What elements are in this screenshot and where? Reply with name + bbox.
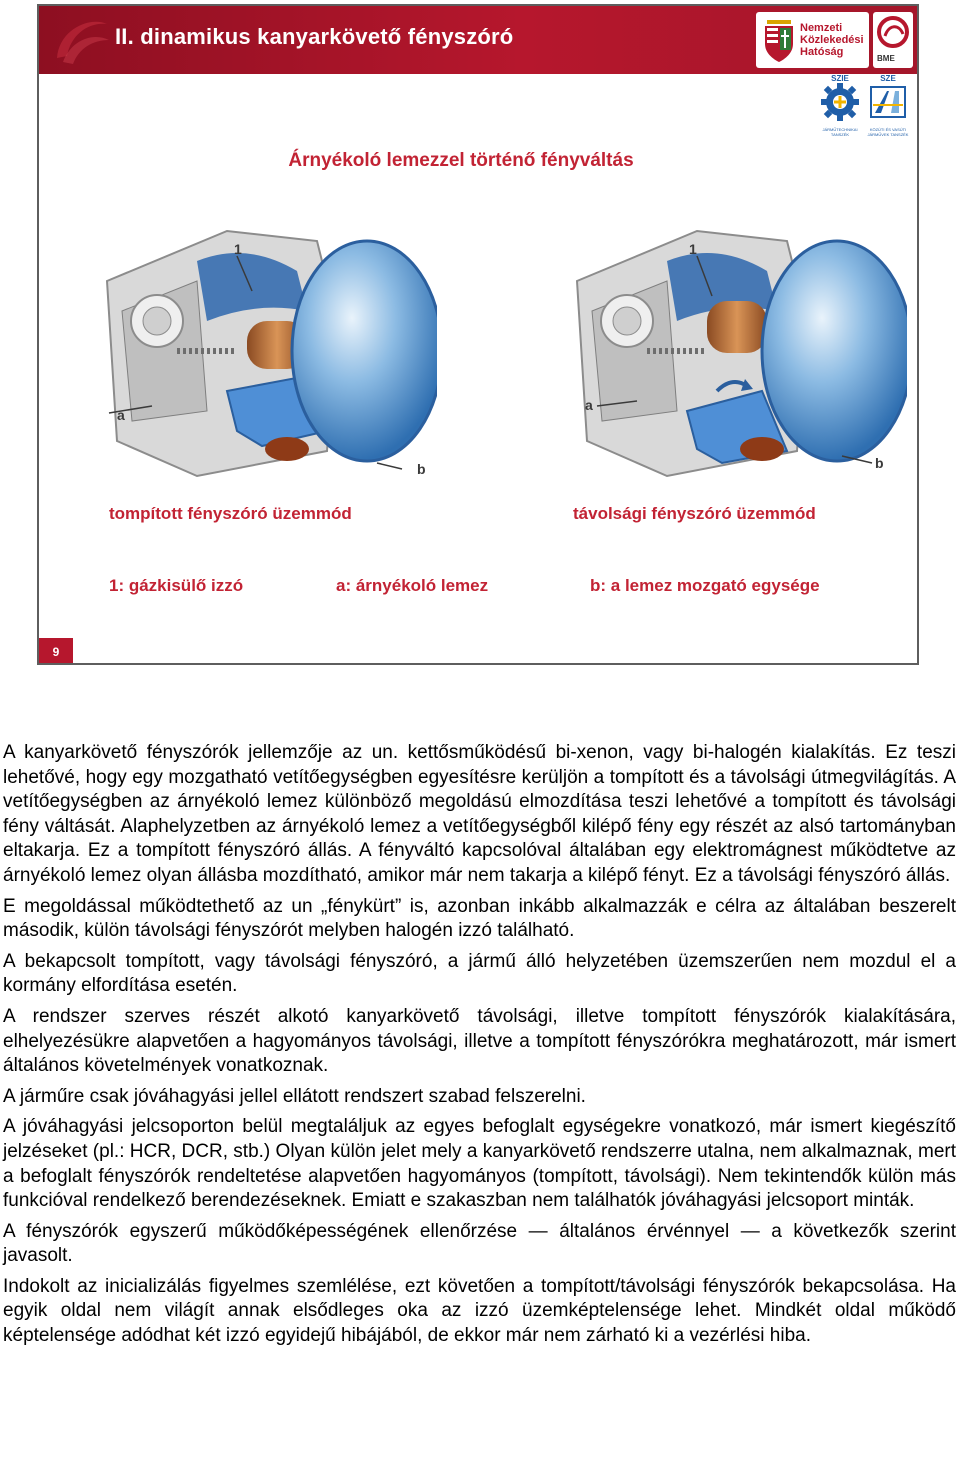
- callout-1-low: 1: [234, 241, 242, 257]
- high-beam-mode-caption: távolsági fényszóró üzemmód: [573, 504, 816, 523]
- szie-left-subtext: JÁRMŰTECHNIKAI TANSZÉK: [822, 127, 858, 137]
- szie-left-label: SZIE: [831, 74, 849, 83]
- szie-logo-left: [817, 74, 863, 138]
- hungarian-coat-of-arms-icon: [759, 14, 799, 66]
- callout-a-high: a: [585, 397, 593, 413]
- legend-item-a: a: árnyékoló lemez: [336, 576, 489, 595]
- embedded-slide: [37, 4, 919, 665]
- callout-b-low: b: [417, 461, 426, 477]
- slide-page-number: 9: [39, 638, 73, 665]
- legend-item-b: b: a lemez mozgató egysége: [590, 576, 820, 595]
- low-beam-mode-caption: tompított fényszóró üzemmód: [109, 504, 352, 523]
- bme-logo: [873, 12, 913, 68]
- paragraph: A bekapcsolt tompított, vagy távolsági fényszóró, a jármű álló helyzetében üzemszerűen nem mozdul el a kormány elfordítása esetén.: [3, 950, 956, 997]
- paragraph: A fényszórók egyszerű működőképességének ellenőrzése — általános érvénnyel — a következők szerint javasolt.: [3, 1220, 956, 1267]
- gear-icon: [821, 83, 859, 121]
- legend-item-1: 1: gázkisülő izzó: [109, 576, 244, 595]
- bme-emblem-icon: [873, 12, 913, 52]
- szie-logo-right: [865, 74, 911, 138]
- szie-right-label: SZE: [880, 74, 896, 83]
- paragraph: A jóváhagyási jelcsoporton belül megtaláljuk az egyes befoglalt egységekre vonatkozó, már ismert kiegészítő jelzéseket (pl.: HCR, DCR, stb.) Olyan külön jelet mely a kanyarkövető rendszerre utalna, nem alkalmaznak, mert a befoglalt fényszórók rendeltetése alapvetően hagyományos (tompított, távolsági). Nem tekintendők külön más funkcióval rendelkező berendezéseknek. Emiatt e szakaszban nem találhatók jóváhagyási jelcsoport minták.: [3, 1116, 956, 1212]
- paragraph: E megoldással működtethető az un „fénykürt” is, azonban inkább alkalmazzák e célra az általában beszerelt második, külön távolsági fényszórót melyben halogén izzó található.: [3, 895, 956, 942]
- nkh-logo: [756, 12, 869, 68]
- rail-road-emblem-icon: [869, 83, 907, 121]
- bme-logo-text: BME: [877, 54, 895, 63]
- headlight-figure-high-beam: [547, 201, 907, 491]
- szie-right-subtext: KÖZÚTI ÉS VASÚTI JÁRMŰVEK TANSZÉK: [867, 127, 909, 137]
- callout-b-high: b: [875, 455, 884, 471]
- callout-1-high: 1: [689, 241, 697, 257]
- nkh-logo-text: [800, 22, 864, 58]
- paragraph: A rendszer szerves részét alkotó kanyarkövető távolsági, illetve tompított fényszórók kialakítására, elhelyezésükre alapvetően a hagyományos távolsági, illetve a tompított fényszórókra meghatározott, már ismert általános követelmények vonatkoznak.: [3, 1005, 956, 1077]
- headlight-figure-low-beam: [77, 201, 437, 491]
- nkh-line-1: Nemzeti: [800, 22, 843, 34]
- slide-title: II. dinamikus kanyarkövető fényszóró: [115, 24, 514, 49]
- projector-headlight-illustration-low: [77, 201, 437, 491]
- callout-a-low: a: [117, 407, 125, 423]
- decorative-swirl-icon: [49, 10, 115, 70]
- paragraph: Indokolt az inicializálás figyelmes szemlélése, ezt követően a tompított/távolsági fényszórók bekapcsolása. Ha egyik oldal nem világít annak elsődleges oka az izzó üzemképtelensége lehet. Mindkét oldal működő képtelensége adódhat két izzó egyidejű hibájából, de ekkor már nem zárható ki a vezérlési hiba.: [3, 1275, 956, 1347]
- paragraph: A járműre csak jóváhagyási jellel ellátott rendszert szabad felszerelni.: [3, 1085, 586, 1107]
- nkh-line-2: Közlekedési: [800, 34, 864, 46]
- slide-header-bar: [39, 6, 917, 74]
- nkh-line-3: Hatóság: [800, 46, 844, 58]
- body-text: [3, 741, 956, 1355]
- projector-headlight-illustration-high: [547, 201, 907, 491]
- paragraph: A kanyarkövető fényszórók jellemzője az un. kettősműködésű bi-xenon, vagy bi-halogén kialakítás. Ez teszi lehetővé, hogy egy mozgatható vetítőegységben egyesítésre kerüljön a tompított és a távolsági útmegvilágítás. A vetítőegységben az árnyékoló lemez különböző megoldású elmozdítása teszi lehetővé a tompított és távolsági fény váltását. Alaphelyzetben az árnyékoló lemez a vetítőegységből kilépő fény egy részét az alsó tartományban eltakarja. Ez a tompított fényszóró állás. A fényváltó kapcsolóval általában egy elektromágnest működtetve az árnyékoló lemez olyan állásba mozdítható, amikor már nem takarja a kilépő fényt. Ez a távolsági fényszóró állás.: [3, 742, 956, 886]
- slide-subtitle: Árnyékoló lemezzel történő fényváltás: [288, 150, 634, 171]
